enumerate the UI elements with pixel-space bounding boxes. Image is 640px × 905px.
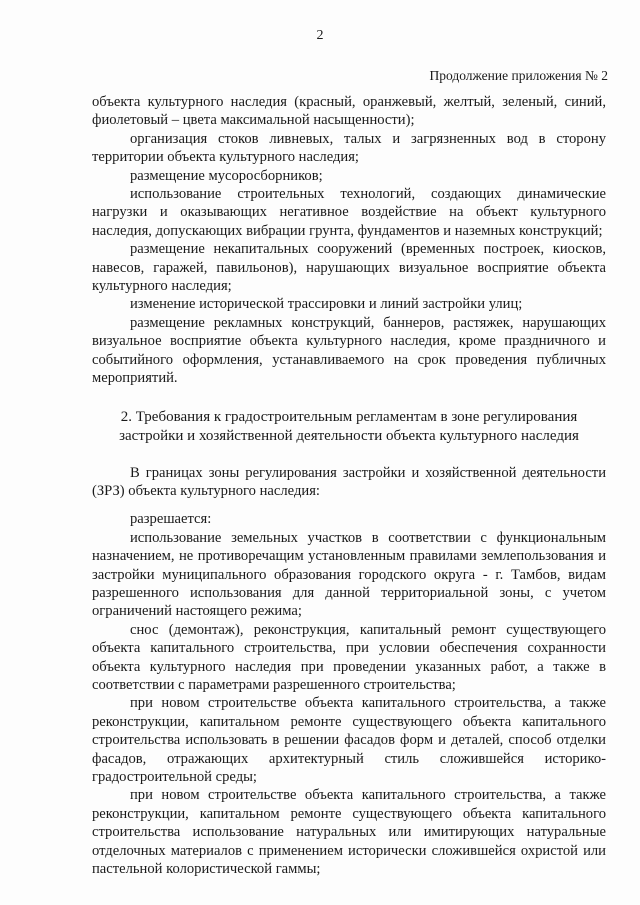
allowed-label: разрешается:: [130, 511, 212, 528]
allowed-item: использование земельных участков в соответствии с функциональным назначением, не противоречащим установленным правилами землепользования и застройки муниципального образования городского округа - г. Тамбов, видам разрешенного использования для данной территориальной зоны, с учетом ограничений настоящего режима;: [92, 529, 606, 620]
allowed-item: при новом строительстве объекта капитального строительства, а также реконструкции, капитальном ремонте существующего объекта капитального строительства использовать в решении фасадов форм и деталей, способ отделки фасадов, отражающих архитектурный стиль сложившейся историко-градостроительной среды;: [92, 695, 606, 785]
paragraph: размещение некапитальных сооружений (временных построек, киосков, навесов, гаражей, павильонов), нарушающих визуальное восприятие объекта культурного наследия;: [92, 241, 606, 295]
section-intro: В границах зоны регулирования застройки и хозяйственной деятельности (ЗРЗ) объекта культурного наследия:: [92, 464, 606, 499]
allowed-item: снос (демонтаж), реконструкция, капитальный ремонт существующего объекта капитального строительства, при условии обеспечения сохранности объекта культурного наследия при проведении указанных работ, а также в соответствии с параметрами разрешенного строительства;: [92, 621, 606, 693]
paragraph: использование строительных технологий, создающих динамические нагрузки и оказывающих негативное воздействие на объект культурного наследия, допускающих вибрации грунта, фундаментов и наземных конструкций;: [92, 186, 606, 239]
paragraph: размещение рекламных конструкций, баннеров, растяжек, нарушающих визуальное восприятие объекта культурного наследия, кроме праздничного и событийного оформления, устанавливаемого на срок проведения публичных мероприятий.: [92, 314, 606, 387]
page-number: 2: [316, 28, 324, 43]
paragraph: организация стоков ливневых, талых и загрязненных вод в сторону территории объекта культурного наследия;: [92, 130, 606, 166]
paragraph: размещение мусоросборников;: [130, 167, 323, 184]
section-heading: 2. Требования к градостроительным регламентам в зоне регулирования застройки и хозяйственной деятельности объекта культурного наследия: [119, 408, 579, 444]
document-body: [92, 93, 606, 878]
allowed-item: при новом строительстве объекта капитального строительства, а также реконструкции, капитальном ремонте существующего объекта капитального строительства использование натуральных или имитирующих натуральные отделочных материалов с применением исторически сложившейся охристой или пастельной колористической гаммы;: [92, 787, 606, 878]
paragraph: объекта культурного наследия (красный, оранжевый, желтый, зеленый, синий, фиолетовый – цвета максимальной насыщенности);: [92, 94, 606, 129]
paragraph: изменение исторической трассировки и линий застройки улиц;: [130, 296, 523, 313]
continuation-label: Продолжение приложения № 2: [429, 68, 608, 83]
